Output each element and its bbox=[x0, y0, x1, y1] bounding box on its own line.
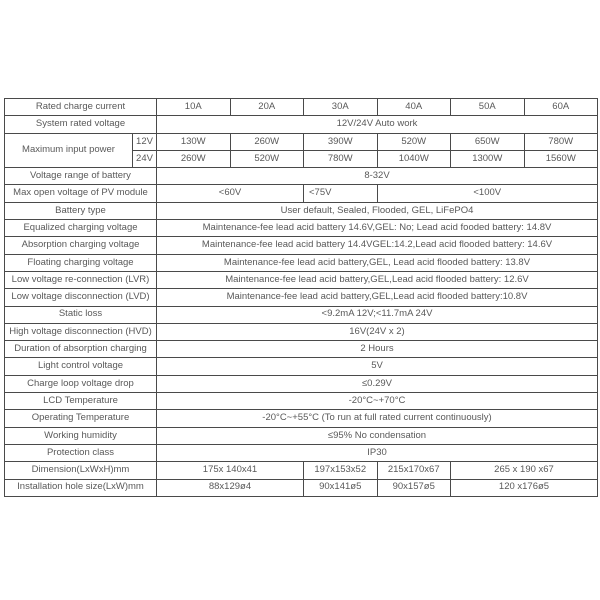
spec-value-cell: 8-32V bbox=[157, 168, 598, 185]
spec-label-cell: Maximum input power bbox=[5, 133, 133, 168]
table-row-equalized-charging-voltage bbox=[5, 220, 598, 237]
spec-value-cell: 780W bbox=[304, 150, 378, 167]
spec-value-cell: 780W bbox=[524, 133, 598, 150]
spec-value-cell: 265 x 190 x67 bbox=[451, 462, 598, 479]
table-row-rated-charge-current bbox=[5, 99, 598, 116]
spec-sublabel-cell: 24V bbox=[133, 150, 157, 167]
spec-label-cell: Battery type bbox=[5, 202, 157, 219]
spec-value-cell: <60V bbox=[157, 185, 304, 202]
spec-value-cell: ≤95% No condensation bbox=[157, 427, 598, 444]
spec-value-cell: Maintenance-fee lead acid battery,GEL, Lead acid flooded battery: 13.8V bbox=[157, 254, 598, 271]
table-row-voltage-range-of-battery bbox=[5, 168, 598, 185]
spec-value-cell: -20°C~+70°C bbox=[157, 393, 598, 410]
spec-value-cell: 16V(24V x 2) bbox=[157, 323, 598, 340]
spec-value-cell: <75V bbox=[304, 185, 378, 202]
table-row-system-rated-voltage bbox=[5, 116, 598, 133]
spec-value-cell: 60A bbox=[524, 99, 598, 116]
spec-label-cell: Operating Temperature bbox=[5, 410, 157, 427]
spec-value-cell: ≤0.29V bbox=[157, 375, 598, 392]
table-row-protection-class bbox=[5, 444, 598, 461]
spec-value-cell: 10A bbox=[157, 99, 231, 116]
table-row-maximum-input-power-12v bbox=[5, 133, 598, 150]
spec-value-cell: 390W bbox=[304, 133, 378, 150]
spec-label-cell: Static loss bbox=[5, 306, 157, 323]
spec-value-cell: 520W bbox=[230, 150, 304, 167]
spec-value-cell: 5V bbox=[157, 358, 598, 375]
spec-label-cell: Working humidity bbox=[5, 427, 157, 444]
spec-value-cell: 20A bbox=[230, 99, 304, 116]
spec-label-cell: System rated voltage bbox=[5, 116, 157, 133]
spec-sublabel-cell: 12V bbox=[133, 133, 157, 150]
table-row-battery-type bbox=[5, 202, 598, 219]
table-row-dimension bbox=[5, 462, 598, 479]
spec-label-cell: Installation hole size(LxW)mm bbox=[5, 479, 157, 496]
spec-value-cell: 50A bbox=[451, 99, 525, 116]
spec-value-cell: <9.2mA 12V;<11.7mA 24V bbox=[157, 306, 598, 323]
table-row-installation-hole-size bbox=[5, 479, 598, 496]
spec-value-cell: <100V bbox=[377, 185, 598, 202]
spec-label-cell: High voltage disconnection (HVD) bbox=[5, 323, 157, 340]
spec-value-cell: 197x153x52 bbox=[304, 462, 378, 479]
spec-value-cell: 130W bbox=[157, 133, 231, 150]
spec-label-cell: Low voltage re-connection (LVR) bbox=[5, 271, 157, 288]
spec-label-cell: Floating charging voltage bbox=[5, 254, 157, 271]
spec-value-cell: 2 Hours bbox=[157, 341, 598, 358]
spec-label-cell: Light control voltage bbox=[5, 358, 157, 375]
table-row-static-loss bbox=[5, 306, 598, 323]
table-row-max-open-voltage bbox=[5, 185, 598, 202]
spec-value-cell: 175x 140x41 bbox=[157, 462, 304, 479]
table-row-low-voltage-reconnection bbox=[5, 271, 598, 288]
spec-value-cell: 1300W bbox=[451, 150, 525, 167]
spec-value-cell: 120 x176ø5 bbox=[451, 479, 598, 496]
spec-label-cell: Low voltage disconnection (LVD) bbox=[5, 289, 157, 306]
spec-value-cell: 650W bbox=[451, 133, 525, 150]
spec-value-cell: 30A bbox=[304, 99, 378, 116]
spec-value-cell: -20°C~+55°C (To run at full rated current continuously) bbox=[157, 410, 598, 427]
spec-value-cell: 90x141ø5 bbox=[304, 479, 378, 496]
table-row-floating-charging-voltage bbox=[5, 254, 598, 271]
spec-value-cell: 215x170x67 bbox=[377, 462, 451, 479]
table-row-operating-temperature bbox=[5, 410, 598, 427]
spec-value-cell: 520W bbox=[377, 133, 451, 150]
spec-value-cell: 1560W bbox=[524, 150, 598, 167]
spec-label-cell: Rated charge current bbox=[5, 99, 157, 116]
table-row-low-voltage-disconnection bbox=[5, 289, 598, 306]
spec-value-cell: Maintenance-fee lead acid battery,GEL,Lead acid flooded battery:10.8V bbox=[157, 289, 598, 306]
table-row-high-voltage-disconnection bbox=[5, 323, 598, 340]
spec-sheet bbox=[4, 98, 597, 497]
spec-label-cell: Equalized charging voltage bbox=[5, 220, 157, 237]
spec-label-cell: Absorption charging voltage bbox=[5, 237, 157, 254]
spec-value-cell: Maintenance-fee lead acid battery 14.4VGEL:14.2,Lead acid flooded battery: 14.6V bbox=[157, 237, 598, 254]
table-row-duration-of-absorption-charging bbox=[5, 341, 598, 358]
table-row-absorption-charging-voltage bbox=[5, 237, 598, 254]
spec-label-cell: LCD Temperature bbox=[5, 393, 157, 410]
spec-table bbox=[4, 98, 598, 497]
table-row-lcd-temperature bbox=[5, 393, 598, 410]
spec-value-cell: 40A bbox=[377, 99, 451, 116]
spec-value-cell: 260W bbox=[157, 150, 231, 167]
spec-value-cell: Maintenance-fee lead acid battery,GEL,Lead acid flooded battery: 12.6V bbox=[157, 271, 598, 288]
spec-value-cell: User default, Sealed, Flooded, GEL, LiFePO4 bbox=[157, 202, 598, 219]
table-row-working-humidity bbox=[5, 427, 598, 444]
spec-value-cell: Maintenance-fee lead acid battery 14.6V,GEL: No; Lead acid fooded battery: 14.8V bbox=[157, 220, 598, 237]
spec-value-cell: 260W bbox=[230, 133, 304, 150]
spec-label-cell: Protection class bbox=[5, 444, 157, 461]
spec-label-cell: Duration of absorption charging bbox=[5, 341, 157, 358]
spec-label-cell: Dimension(LxWxH)mm bbox=[5, 462, 157, 479]
spec-value-cell: 1040W bbox=[377, 150, 451, 167]
table-row-charge-loop-voltage-drop bbox=[5, 375, 598, 392]
spec-value-cell: 12V/24V Auto work bbox=[157, 116, 598, 133]
spec-label-cell: Max open voltage of PV module bbox=[5, 185, 157, 202]
spec-value-cell: 88x129ø4 bbox=[157, 479, 304, 496]
spec-label-cell: Charge loop voltage drop bbox=[5, 375, 157, 392]
spec-value-cell: 90x157ø5 bbox=[377, 479, 451, 496]
spec-label-cell: Voltage range of battery bbox=[5, 168, 157, 185]
spec-value-cell: IP30 bbox=[157, 444, 598, 461]
table-row-light-control-voltage bbox=[5, 358, 598, 375]
